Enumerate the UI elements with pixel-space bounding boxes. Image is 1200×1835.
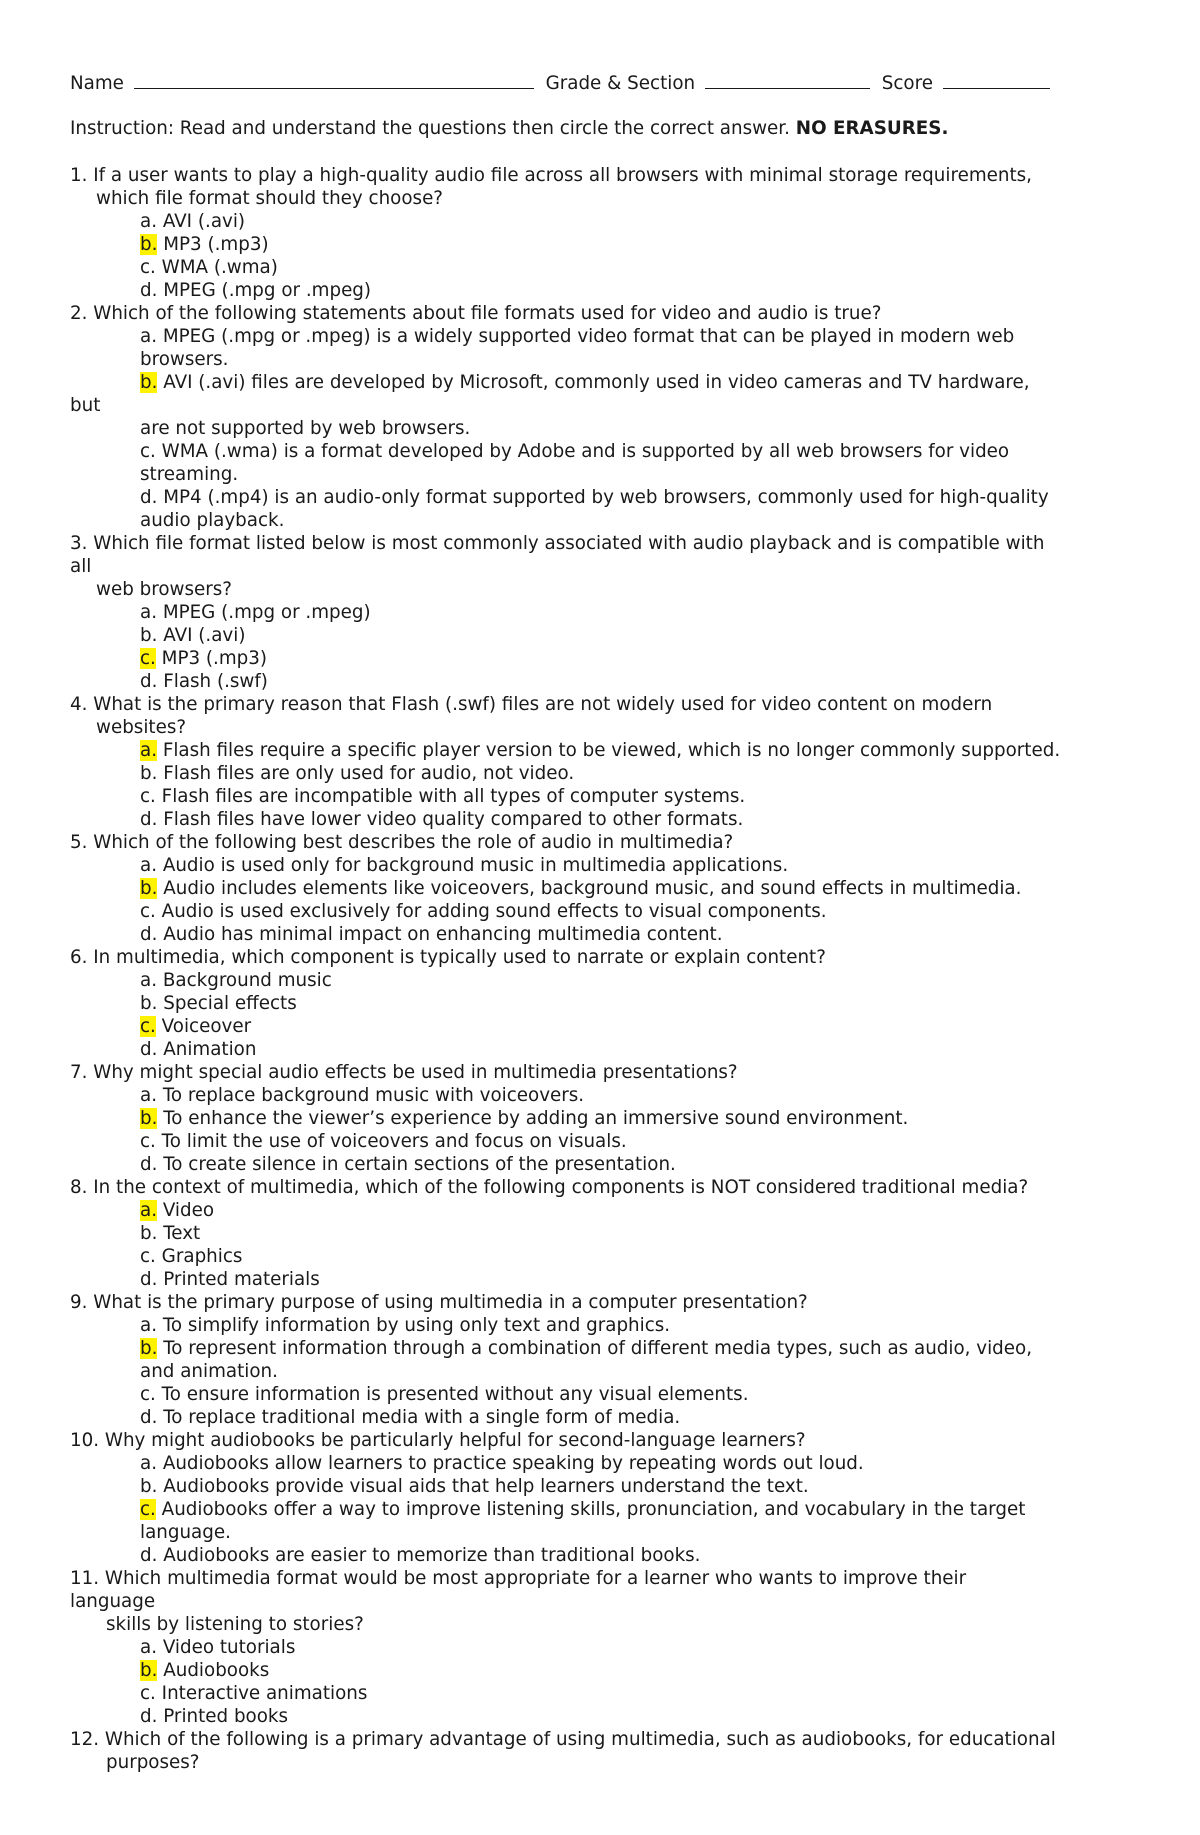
option-letter-highlighted[interactable]: c.: [140, 648, 156, 669]
option-text: Audio is used only for background music in multimedia applications.: [157, 855, 789, 876]
option-letter-highlighted[interactable]: b.: [140, 878, 158, 899]
option-text: To ensure information is presented without any visual elements.: [155, 1384, 749, 1405]
option-text: Flash (.swf): [157, 671, 268, 692]
option-text: To represent information through a combination of different media types, such as audio, video,: [157, 1338, 1033, 1359]
question-text: 8. In the context of multimedia, which of the following components is NOT considered traditional media?: [70, 1177, 1029, 1198]
option-text: Audiobooks allow learners to practice speaking by repeating words out loud.: [157, 1453, 864, 1474]
option-letter-highlighted[interactable]: a.: [140, 1200, 158, 1221]
option-text: MP3 (.mp3): [157, 234, 269, 255]
answer-option[interactable]: [70, 1337, 1140, 1360]
option-text: Text: [157, 1223, 201, 1244]
question-list: [70, 164, 1140, 1774]
instruction-text: Instruction: Read and understand the questions then circle the correct answer.: [70, 118, 790, 139]
option-letter[interactable]: a.: [140, 1315, 158, 1336]
answer-option[interactable]: [70, 1314, 1140, 1337]
option-letter-highlighted[interactable]: c.: [140, 1016, 156, 1037]
option-text: AVI (.avi): [157, 211, 246, 232]
option-text: Special effects: [157, 993, 297, 1014]
option-text: WMA (.wma) is a format developed by Adobe and is supported by all web browsers for video: [155, 441, 1010, 462]
answer-option[interactable]: [70, 1084, 1140, 1107]
option-letter[interactable]: c.: [140, 1131, 156, 1152]
question-text: 9. What is the primary purpose of using multimedia in a computer presentation?: [70, 1292, 808, 1313]
answer-option[interactable]: [70, 1659, 1140, 1682]
question-text: 6. In multimedia, which component is typically used to narrate or explain content?: [70, 947, 826, 968]
answer-option[interactable]: [70, 670, 1140, 693]
option-letter[interactable]: b.: [140, 625, 158, 646]
answer-option[interactable]: [70, 785, 1140, 808]
option-text: To create silence in certain sections of the presentation.: [157, 1154, 676, 1175]
option-letter-highlighted[interactable]: a.: [140, 740, 158, 761]
option-text: To simplify information by using only text and graphics.: [157, 1315, 671, 1336]
question-text: 12. Which of the following is a primary advantage of using multimedia, such as audiobooks, for educational: [70, 1729, 1056, 1750]
instruction: [70, 117, 948, 140]
question-12: [70, 1728, 1140, 1774]
option-text: MPEG (.mpg or .mpeg): [157, 602, 371, 623]
question-text: language: [70, 1591, 156, 1612]
option-letter[interactable]: c.: [140, 1384, 156, 1405]
answer-option[interactable]: [70, 440, 1140, 463]
question-5: [70, 831, 1140, 946]
answer-option[interactable]: [70, 371, 1140, 394]
question-6: [70, 946, 1140, 1061]
option-text: Audio has minimal impact on enhancing multimedia content.: [157, 924, 723, 945]
option-text: Audiobooks are easier to memorize than traditional books.: [157, 1545, 701, 1566]
question-text: 7. Why might special audio effects be used in multimedia presentations?: [70, 1062, 738, 1083]
option-letter-highlighted[interactable]: b.: [140, 1660, 158, 1681]
option-letter[interactable]: d.: [140, 1269, 158, 1290]
question-text: purposes?: [106, 1752, 200, 1773]
option-text: language.: [140, 1522, 231, 1543]
option-text: Audiobooks provide visual aids that help learners understand the text.: [157, 1476, 809, 1497]
question-text: 2. Which of the following statements about file formats used for video and audio is true?: [70, 303, 882, 324]
option-text: Flash files have lower video quality compared to other formats.: [157, 809, 744, 830]
answer-option[interactable]: [70, 601, 1140, 624]
option-text: MP4 (.mp4) is an audio-only format supported by web browsers, commonly used for high-quality: [157, 487, 1049, 508]
answer-option[interactable]: [70, 1498, 1140, 1521]
answer-option[interactable]: [70, 1199, 1140, 1222]
question-text: web browsers?: [96, 579, 232, 600]
answer-option[interactable]: [70, 279, 1140, 302]
answer-option[interactable]: [70, 233, 1140, 256]
answer-option[interactable]: [70, 969, 1140, 992]
option-text: Flash files are incompatible with all types of computer systems.: [155, 786, 746, 807]
instruction-emphasis: NO ERASURES.: [795, 118, 949, 139]
option-text: Graphics: [155, 1246, 243, 1267]
option-text: MPEG (.mpg or .mpeg) is a widely supported video format that can be played in modern web: [157, 326, 1015, 347]
option-letter-highlighted[interactable]: b.: [140, 372, 158, 393]
option-text: To enhance the viewer’s experience by adding an immersive sound environment.: [157, 1108, 909, 1129]
option-text: WMA (.wma): [155, 257, 278, 278]
answer-option[interactable]: [70, 1268, 1140, 1291]
option-letter[interactable]: a.: [140, 1085, 158, 1106]
answer-option[interactable]: [70, 923, 1140, 946]
question-text: 3. Which file format listed below is most commonly associated with audio playback and is compatible with: [70, 533, 1045, 554]
answer-option[interactable]: [70, 624, 1140, 647]
option-text: Audio is used exclusively for adding sound effects to visual components.: [155, 901, 827, 922]
option-letter[interactable]: d.: [140, 809, 158, 830]
option-text: To replace background music with voiceovers.: [157, 1085, 585, 1106]
option-text: Flash files require a specific player version to be viewed, which is no longer commonly supported.: [157, 740, 1061, 761]
answer-option[interactable]: [70, 1130, 1140, 1153]
answer-option[interactable]: [70, 1682, 1140, 1705]
option-text: To limit the use of voiceovers and focus on visuals.: [155, 1131, 627, 1152]
grade-section-field[interactable]: [705, 70, 870, 89]
question-9: [70, 1291, 1140, 1429]
question-text: all: [70, 556, 92, 577]
answer-option[interactable]: [70, 877, 1140, 900]
option-letter[interactable]: d.: [140, 671, 158, 692]
option-letter[interactable]: c.: [140, 1683, 156, 1704]
option-letter[interactable]: b.: [140, 1223, 158, 1244]
option-letter[interactable]: b.: [140, 763, 158, 784]
option-letter[interactable]: b.: [140, 1476, 158, 1497]
option-letter[interactable]: c.: [140, 786, 156, 807]
option-letter[interactable]: a.: [140, 602, 158, 623]
answer-option[interactable]: [70, 900, 1140, 923]
option-letter[interactable]: d.: [140, 1154, 158, 1175]
option-letter-highlighted[interactable]: c.: [140, 1499, 156, 1520]
answer-option[interactable]: [70, 739, 1140, 762]
answer-option[interactable]: [70, 992, 1140, 1015]
option-text: Flash files are only used for audio, not video.: [157, 763, 575, 784]
option-text: To replace traditional media with a single form of media.: [157, 1407, 681, 1428]
answer-option[interactable]: [70, 1406, 1140, 1429]
grade-section-label: Grade & Section: [545, 73, 696, 94]
answer-option[interactable]: [70, 1636, 1140, 1659]
name-field[interactable]: [134, 70, 534, 89]
option-text: Video tutorials: [157, 1637, 296, 1658]
option-letter[interactable]: d.: [140, 1545, 158, 1566]
answer-option[interactable]: [70, 808, 1140, 831]
question-7: [70, 1061, 1140, 1176]
answer-option[interactable]: [70, 762, 1140, 785]
question-text: 1. If a user wants to play a high-quality audio file across all browsers with minimal storage requirements,: [70, 165, 1032, 186]
option-letter-highlighted[interactable]: b.: [140, 234, 158, 255]
answer-option[interactable]: [70, 1245, 1140, 1268]
option-letter[interactable]: a.: [140, 1637, 158, 1658]
answer-option[interactable]: [70, 1015, 1140, 1038]
question-10: [70, 1429, 1140, 1567]
question-3: [70, 532, 1140, 693]
score-label: Score: [881, 73, 933, 94]
answer-option[interactable]: [70, 1153, 1140, 1176]
option-text: Audio includes elements like voiceovers, background music, and sound effects in multimedia.: [157, 878, 1022, 899]
option-text: Printed books: [157, 1706, 289, 1727]
answer-option[interactable]: [70, 1544, 1140, 1567]
name-label: Name: [70, 73, 124, 94]
option-text: AVI (.avi): [157, 625, 246, 646]
option-text: Animation: [157, 1039, 257, 1060]
option-text: browsers.: [140, 349, 229, 370]
score-field[interactable]: [943, 70, 1050, 89]
option-text: MPEG (.mpg or .mpeg): [157, 280, 372, 301]
question-text: 4. What is the primary reason that Flash (.swf) files are not widely used for video content on modern: [70, 694, 993, 715]
option-letter[interactable]: a.: [140, 326, 158, 347]
question-8: [70, 1176, 1140, 1291]
option-text: streaming.: [140, 464, 239, 485]
answer-option[interactable]: [70, 1705, 1140, 1728]
option-text: AVI (.avi) files are developed by Microsoft, commonly used in video cameras and TV hardware,: [157, 372, 1030, 393]
option-text: and animation.: [140, 1361, 278, 1382]
question-text: skills by listening to stories?: [106, 1614, 364, 1635]
question-11: [70, 1567, 1140, 1728]
option-letter[interactable]: c.: [140, 1246, 156, 1267]
option-letter[interactable]: a.: [140, 970, 158, 991]
option-letter[interactable]: c.: [140, 257, 156, 278]
option-letter[interactable]: d.: [140, 1706, 158, 1727]
answer-option[interactable]: [70, 647, 1140, 670]
answer-option[interactable]: [70, 1222, 1140, 1245]
option-text: Audiobooks offer a way to improve listening skills, pronunciation, and vocabulary in the target: [155, 1499, 1026, 1520]
option-text: but: [70, 395, 101, 416]
question-1: [70, 164, 1140, 302]
option-text: Printed materials: [157, 1269, 320, 1290]
option-letter-highlighted[interactable]: b.: [140, 1108, 158, 1129]
option-letter[interactable]: a.: [140, 211, 158, 232]
option-letter[interactable]: b.: [140, 993, 158, 1014]
answer-option[interactable]: [70, 325, 1140, 348]
option-letter[interactable]: c.: [140, 441, 156, 462]
answer-option[interactable]: [70, 1383, 1140, 1406]
option-text: Voiceover: [155, 1016, 252, 1037]
answer-option[interactable]: [70, 256, 1140, 279]
answer-option[interactable]: [70, 210, 1140, 233]
header-row: [70, 70, 1056, 95]
answer-option[interactable]: [70, 1452, 1140, 1475]
option-letter[interactable]: d.: [140, 924, 158, 945]
answer-option[interactable]: [70, 1475, 1140, 1498]
option-letter[interactable]: c.: [140, 901, 156, 922]
question-4: [70, 693, 1140, 831]
option-text: Audiobooks: [157, 1660, 270, 1681]
answer-option[interactable]: [70, 854, 1140, 877]
option-text: are not supported by web browsers.: [140, 418, 471, 439]
option-letter[interactable]: d.: [140, 1039, 158, 1060]
question-text: 10. Why might audiobooks be particularly helpful for second-language learners?: [70, 1430, 806, 1451]
question-text: 11. Which multimedia format would be most appropriate for a learner who wants to improve their: [70, 1568, 967, 1589]
option-text: Interactive animations: [155, 1683, 368, 1704]
option-letter[interactable]: d.: [140, 280, 158, 301]
option-letter[interactable]: a.: [140, 855, 158, 876]
answer-option[interactable]: [70, 1038, 1140, 1061]
option-letter[interactable]: a.: [140, 1453, 158, 1474]
option-text: audio playback.: [140, 510, 285, 531]
question-2: [70, 302, 1140, 532]
option-text: Background music: [157, 970, 332, 991]
option-letter-highlighted[interactable]: b.: [140, 1338, 158, 1359]
answer-option[interactable]: [70, 486, 1140, 509]
option-letter[interactable]: d.: [140, 1407, 158, 1428]
option-text: Video: [157, 1200, 215, 1221]
question-text: which file format should they choose?: [96, 188, 444, 209]
question-text: 5. Which of the following best describes the role of audio in multimedia?: [70, 832, 734, 853]
option-text: MP3 (.mp3): [155, 648, 268, 669]
option-letter[interactable]: d.: [140, 487, 158, 508]
answer-option[interactable]: [70, 1107, 1140, 1130]
question-text: websites?: [96, 717, 187, 738]
